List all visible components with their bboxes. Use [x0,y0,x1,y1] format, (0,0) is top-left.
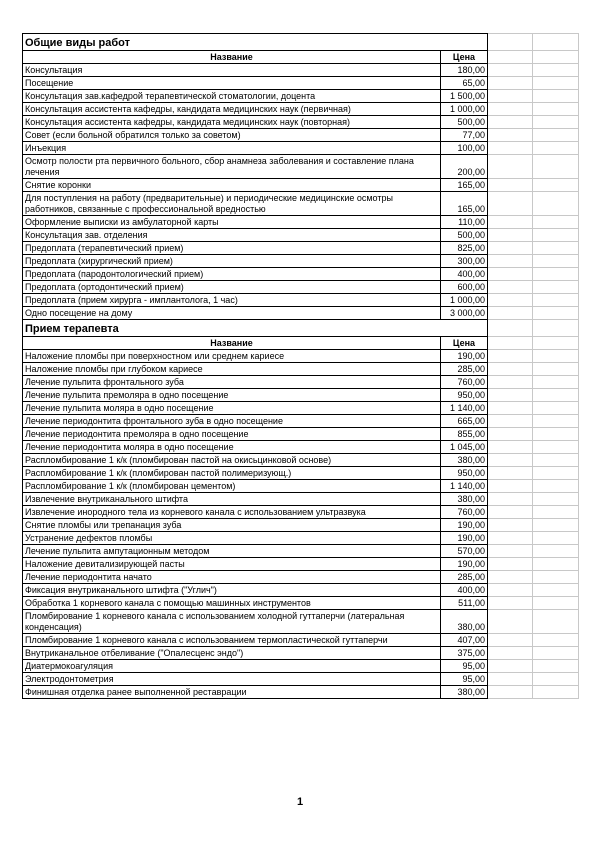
service-name: Предоплата (терапевтический прием) [23,242,441,255]
empty-cell [488,519,533,532]
empty-cell [533,686,579,699]
empty-cell [488,103,533,116]
service-price: 65,00 [441,77,488,90]
empty-cell [533,660,579,673]
empty-cell [488,597,533,610]
service-name: Консультация ассистента кафедры, кандидата медицинских наук (повторная) [23,116,441,129]
service-price: 190,00 [441,532,488,545]
table-row [23,294,579,307]
service-name: Распломбирование 1 к/к (пломбирован цементом) [23,480,441,493]
empty-cell [488,129,533,142]
service-price: 1 000,00 [441,294,488,307]
service-name: Пломбирование 1 корневого канала с использованием термопластической гуттаперчи [23,634,441,647]
empty-cell [488,571,533,584]
empty-cell [488,320,533,337]
empty-cell [533,647,579,660]
empty-cell [488,686,533,699]
service-price: 825,00 [441,242,488,255]
service-price: 380,00 [441,610,488,634]
empty-cell [488,64,533,77]
empty-cell [488,673,533,686]
service-name: Наложение пломбы при поверхностном или среднем кариесе [23,350,441,363]
service-price: 300,00 [441,255,488,268]
table-row [23,376,579,389]
service-price: 570,00 [441,545,488,558]
empty-cell [533,441,579,454]
table-row [23,402,579,415]
table-row [23,532,579,545]
service-name: Внутриканальное отбеливание ("Опалесценс эндо") [23,647,441,660]
table-row [23,428,579,441]
empty-cell [533,506,579,519]
table-row [23,454,579,467]
empty-cell [533,532,579,545]
table-row [23,506,579,519]
section-title: Общие виды работ [23,34,488,51]
empty-cell [533,634,579,647]
service-name: Финишная отделка ранее выполненной реставрации [23,686,441,699]
service-price: 190,00 [441,519,488,532]
table-row [23,268,579,281]
service-name: Осмотр полости рта первичного больного, сбор анамнеза заболевания и составление плана лечения [23,155,441,179]
empty-cell [533,179,579,192]
empty-cell [488,51,533,64]
service-price: 1 045,00 [441,441,488,454]
section-title: Прием терапевта [23,320,488,337]
empty-cell [488,493,533,506]
empty-cell [533,402,579,415]
service-price: 165,00 [441,179,488,192]
service-price: 380,00 [441,686,488,699]
empty-cell [533,255,579,268]
table-row [23,229,579,242]
service-name: Лечение пульпита ампутационным методом [23,545,441,558]
empty-cell [533,229,579,242]
section-title-row [23,320,579,337]
table-row [23,519,579,532]
empty-cell [533,610,579,634]
table-row [23,90,579,103]
service-price: 165,00 [441,192,488,216]
service-name: Лечение периодонтита премоляра в одно посещение [23,428,441,441]
service-price: 500,00 [441,116,488,129]
table-header-row [23,51,579,64]
empty-cell [488,441,533,454]
empty-cell [488,155,533,179]
table-row [23,255,579,268]
empty-cell [488,350,533,363]
service-name: Предоплата (пародонтологический прием) [23,268,441,281]
table-row [23,634,579,647]
empty-cell [533,467,579,480]
empty-cell [488,90,533,103]
empty-cell [533,129,579,142]
table-row [23,415,579,428]
empty-cell [488,281,533,294]
service-price: 110,00 [441,216,488,229]
service-price: 760,00 [441,506,488,519]
service-name: Диатермокоагуляция [23,660,441,673]
empty-cell [488,584,533,597]
service-price: 1 140,00 [441,480,488,493]
service-name: Консультация зав. отделения [23,229,441,242]
service-name: Устранение дефектов пломбы [23,532,441,545]
empty-cell [533,545,579,558]
table-row [23,116,579,129]
table-row [23,673,579,686]
service-name: Консультация ассистента кафедры, кандидата медицинских наук (первичная) [23,103,441,116]
empty-cell [533,34,579,51]
empty-cell [533,216,579,229]
service-name: Лечение периодонтита фронтального зуба в одно посещение [23,415,441,428]
table-row [23,350,579,363]
empty-cell [488,480,533,493]
service-price: 950,00 [441,467,488,480]
table-row [23,179,579,192]
empty-cell [488,660,533,673]
empty-cell [533,294,579,307]
empty-cell [533,51,579,64]
empty-cell [533,337,579,350]
service-name: Наложение пломбы при глубоком кариесе [23,363,441,376]
empty-cell [488,268,533,281]
service-price: 500,00 [441,229,488,242]
empty-cell [533,454,579,467]
table-row [23,216,579,229]
service-name: Пломбирование 1 корневого канала с использованием холодной гуттаперчи (латеральная конденсация) [23,610,441,634]
service-price: 665,00 [441,415,488,428]
service-price: 180,00 [441,64,488,77]
empty-cell [488,428,533,441]
empty-cell [488,545,533,558]
service-price: 950,00 [441,389,488,402]
service-price: 95,00 [441,660,488,673]
empty-cell [488,307,533,320]
empty-cell [533,376,579,389]
table-row [23,610,579,634]
table-row [23,571,579,584]
empty-cell [488,77,533,90]
service-price: 100,00 [441,142,488,155]
table-row [23,363,579,376]
empty-cell [488,142,533,155]
table-header-row [23,337,579,350]
service-price: 285,00 [441,571,488,584]
service-name: Распломбирование 1 к/к (пломбирован пастой полимеризующ.) [23,467,441,480]
service-name: Наложение девитализирующей пасты [23,558,441,571]
empty-cell [488,402,533,415]
empty-cell [533,192,579,216]
table-row [23,480,579,493]
table-row [23,558,579,571]
empty-cell [533,155,579,179]
service-price: 400,00 [441,584,488,597]
service-name: Лечение пульпита моляра в одно посещение [23,402,441,415]
table-row [23,467,579,480]
table-row [23,155,579,179]
empty-cell [488,376,533,389]
table-row [23,103,579,116]
table-row [23,389,579,402]
empty-cell [488,415,533,428]
table-row [23,129,579,142]
empty-cell [533,389,579,402]
empty-cell [488,337,533,350]
service-name: Лечение пульпита премоляра в одно посещение [23,389,441,402]
service-name: Лечение периодонтита моляра в одно посещение [23,441,441,454]
service-name: Лечение пульпита фронтального зуба [23,376,441,389]
empty-cell [488,116,533,129]
service-price: 511,00 [441,597,488,610]
table-row [23,686,579,699]
empty-cell [533,363,579,376]
empty-cell [533,584,579,597]
table-row [23,64,579,77]
empty-cell [533,493,579,506]
empty-cell [533,77,579,90]
empty-cell [488,610,533,634]
service-price: 3 000,00 [441,307,488,320]
table-row [23,441,579,454]
service-name: Распломбирование 1 к/к (пломбирован пастой на окисьцинковой основе) [23,454,441,467]
service-name: Снятие пломбы или трепанация зуба [23,519,441,532]
empty-cell [533,242,579,255]
empty-cell [488,558,533,571]
empty-cell [533,307,579,320]
service-name: Посещение [23,77,441,90]
empty-cell [488,467,533,480]
empty-cell [488,634,533,647]
empty-cell [533,480,579,493]
service-name: Консультация зав.кафедрой терапевтической стоматологии, доцента [23,90,441,103]
empty-cell [488,454,533,467]
table-row [23,647,579,660]
service-name: Одно посещение на дому [23,307,441,320]
table-row [23,281,579,294]
service-name: Фиксация внутриканального штифта ("Углич") [23,584,441,597]
table-row [23,545,579,558]
table-row [23,142,579,155]
service-name: Для поступления на работу (предварительные) и периодические медицинские осмотры работников, связанные с профессиональной вредностью [23,192,441,216]
table-row [23,597,579,610]
empty-cell [533,281,579,294]
service-price: 375,00 [441,647,488,660]
empty-cell [488,647,533,660]
empty-cell [488,389,533,402]
column-header-name: Название [23,337,441,350]
service-price: 1 500,00 [441,90,488,103]
service-name: Консультация [23,64,441,77]
empty-cell [488,363,533,376]
empty-cell [488,34,533,51]
service-name: Оформление выписки из амбулаторной карты [23,216,441,229]
table-row [23,192,579,216]
empty-cell [533,116,579,129]
service-name: Предоплата (ортодонтический прием) [23,281,441,294]
empty-cell [533,320,579,337]
service-price: 380,00 [441,493,488,506]
service-price: 380,00 [441,454,488,467]
column-header-price: Цена [441,337,488,350]
page-number: 1 [296,796,304,808]
table-row [23,307,579,320]
table-row [23,242,579,255]
empty-cell [533,90,579,103]
empty-cell [533,103,579,116]
empty-cell [488,242,533,255]
price-table [22,33,579,699]
empty-cell [533,597,579,610]
service-price: 1 140,00 [441,402,488,415]
service-name: Электродонтометрия [23,673,441,686]
empty-cell [488,294,533,307]
service-name: Извлечение внутриканального штифта [23,493,441,506]
price-list-sheet [22,33,578,699]
empty-cell [533,673,579,686]
section-title-row [23,34,579,51]
service-price: 285,00 [441,363,488,376]
service-name: Инъекция [23,142,441,155]
service-price: 400,00 [441,268,488,281]
service-price: 760,00 [441,376,488,389]
empty-cell [533,142,579,155]
empty-cell [533,64,579,77]
service-price: 407,00 [441,634,488,647]
empty-cell [488,216,533,229]
service-name: Снятие коронки [23,179,441,192]
service-price: 95,00 [441,673,488,686]
service-price: 1 000,00 [441,103,488,116]
empty-cell [533,571,579,584]
empty-cell [533,268,579,281]
service-name: Совет (если больной обратился только за советом) [23,129,441,142]
service-name: Лечение периодонтита начато [23,571,441,584]
column-header-price: Цена [441,51,488,64]
empty-cell [533,558,579,571]
service-price: 190,00 [441,558,488,571]
empty-cell [488,179,533,192]
service-name: Обработка 1 корневого канала с помощью машинных инструментов [23,597,441,610]
empty-cell [533,415,579,428]
service-name: Предоплата (хирургический прием) [23,255,441,268]
table-row [23,77,579,90]
empty-cell [488,229,533,242]
service-price: 190,00 [441,350,488,363]
empty-cell [533,519,579,532]
table-row [23,660,579,673]
service-price: 77,00 [441,129,488,142]
service-price: 855,00 [441,428,488,441]
column-header-name: Название [23,51,441,64]
empty-cell [488,255,533,268]
table-row [23,493,579,506]
service-price: 600,00 [441,281,488,294]
service-price: 200,00 [441,155,488,179]
empty-cell [488,506,533,519]
empty-cell [533,428,579,441]
empty-cell [533,350,579,363]
empty-cell [488,192,533,216]
empty-cell [488,532,533,545]
service-name: Предоплата (прием хирурга - имплантолога, 1 час) [23,294,441,307]
service-name: Извлечение инородного тела из корневого канала с использованием ультразвука [23,506,441,519]
table-row [23,584,579,597]
